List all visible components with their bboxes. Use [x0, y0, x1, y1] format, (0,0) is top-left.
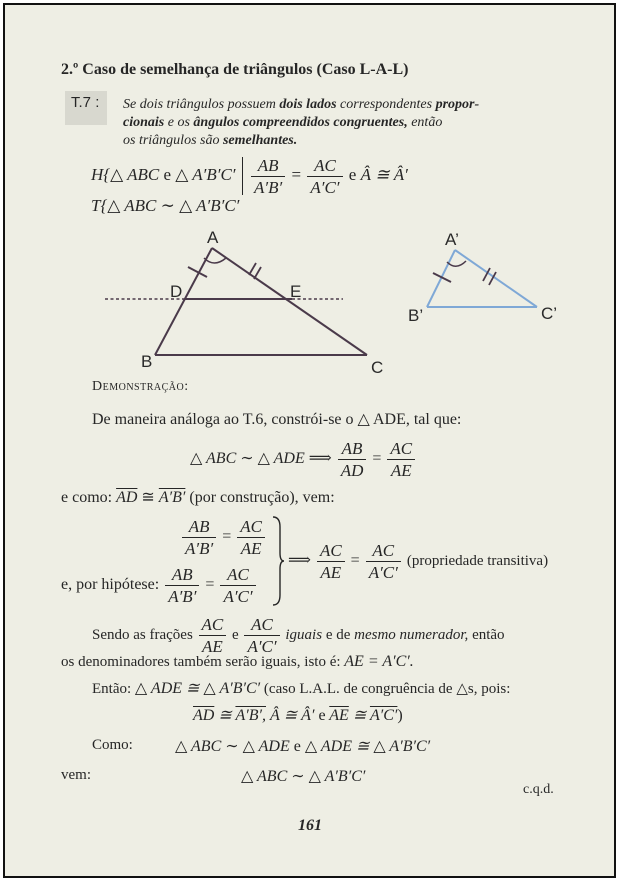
label-b-prime: B’	[408, 306, 424, 325]
hyp-e: e	[163, 165, 171, 184]
vem-label	[61, 767, 91, 784]
sys-r2-eq: =	[205, 576, 215, 593]
t-l1c: correspondentes	[336, 97, 436, 112]
label-e: E	[290, 282, 302, 301]
como-seg2: A′B′	[158, 489, 186, 506]
sendo-line2-eq: AE = A′C′.	[344, 653, 414, 670]
como-line	[61, 487, 335, 507]
cl-s1: $\overline{AD}$	[193, 707, 215, 724]
como2-a: △ ABC ∼ △ ADE	[175, 738, 290, 755]
hyp-angles: Â ≅ Â′	[360, 165, 408, 184]
como2-eq	[175, 736, 430, 756]
como-seg1: $\overline{AD}$	[116, 489, 138, 506]
sys-res-frac-1	[317, 542, 345, 581]
sys-implies: ⟹	[288, 552, 311, 569]
cl-s4: A′C′	[369, 707, 398, 724]
sys-r1-n1: AB	[182, 518, 216, 538]
hyp-eq: =	[291, 165, 302, 184]
eq1-num1: AB	[338, 440, 367, 460]
sendo-d1: AE	[202, 637, 223, 657]
hyp-t1: △ ABC	[110, 165, 160, 184]
entao-a: Então:	[92, 681, 132, 697]
hyp-f2-den: A′C′	[310, 177, 340, 197]
entao-line	[92, 678, 510, 698]
tick-ae-1	[249, 263, 256, 275]
book-page	[3, 3, 616, 878]
label-b: B	[141, 352, 153, 371]
cqd	[523, 782, 554, 798]
cl-ang: Â ≅ Â′	[270, 707, 315, 724]
page-number-text: 161	[298, 817, 322, 834]
como-suffix: (por construção), vem:	[189, 489, 335, 506]
sys-r2-d2: A′C′	[223, 586, 253, 606]
sendo-iguais: iguais	[285, 627, 323, 643]
side-a1c1	[455, 250, 537, 307]
eq1-den1: AD	[340, 460, 364, 480]
eq1-left: △ ABC ∼ △ ADE ⟹	[190, 450, 332, 467]
sys-r2-d1: A′B′	[168, 586, 197, 606]
thesis-text: T{△ ABC ∼ △ A′B′C′	[91, 196, 240, 215]
sys-r2-frac-1	[165, 566, 199, 605]
cqd-text: c.q.d.	[523, 782, 554, 797]
demo-label-text: Demonstração:	[92, 379, 189, 394]
entao-c: (caso L.A.L. de congruência de △s, pois:	[263, 681, 511, 697]
sendo-e: e	[232, 627, 239, 643]
t-l1d: propor-	[435, 97, 480, 112]
como-prefix: e como:	[61, 489, 113, 506]
congruence-line	[193, 705, 403, 725]
demo-paragraph-1	[92, 409, 461, 429]
hyp-prefix: H{	[91, 165, 111, 184]
hyp-e2: e	[348, 165, 357, 184]
sendo-frac-1	[199, 616, 227, 655]
sendo-frac-2	[244, 616, 279, 655]
side-ab	[155, 248, 212, 355]
tick-ae-2	[254, 267, 261, 279]
hyp-t2: △ A′B′C′	[175, 165, 236, 184]
t-l2a: cionais	[123, 115, 165, 130]
page-number	[298, 817, 322, 835]
brace-path	[273, 517, 284, 605]
system-row-1	[180, 515, 267, 559]
system-result	[288, 539, 548, 583]
eq1-eq: =	[372, 450, 382, 467]
eq1-num2: AC	[387, 440, 415, 460]
vem-eq	[241, 766, 365, 786]
label-c-prime: C’	[541, 304, 558, 323]
hyp-f2-num: AC	[307, 157, 342, 177]
sys-res-eq: =	[350, 552, 360, 569]
sys-res-frac-2	[366, 542, 401, 581]
system-brace	[271, 515, 285, 607]
triangle-figure	[5, 5, 614, 385]
sendo-a: Sendo as frações	[92, 627, 193, 643]
sendo-line-1	[92, 613, 505, 657]
t-l2d: então	[407, 115, 443, 130]
como2-b: △ ADE ≅ △ A′B′C′	[304, 738, 431, 755]
sys-res-d1: AE	[320, 562, 342, 582]
cl-close: )	[397, 707, 403, 724]
hyp-f1-den: A′B′	[254, 177, 283, 197]
cl-c1: ≅	[218, 707, 232, 724]
label-d: D	[170, 282, 183, 301]
sys-r1-eq: =	[222, 528, 232, 545]
t-l2b: e os	[164, 115, 194, 130]
system-row-2	[61, 563, 258, 607]
sendo-d: então	[468, 627, 505, 643]
hyp-f1-num: AB	[251, 157, 285, 177]
theorem-label-text: T.7	[71, 94, 92, 111]
label-a-prime: A’	[445, 230, 459, 249]
cl-e: e	[318, 707, 326, 724]
cl-s2: A′B′,	[235, 707, 266, 724]
cl-c2: ≅	[352, 707, 367, 724]
sys-res-n1: AC	[317, 542, 345, 562]
sendo-line2-text: os denominadores também serão iguais, isto é:	[61, 654, 341, 670]
sendo-n1: AC	[199, 616, 227, 636]
sys-note: (propriedade transitiva)	[406, 553, 549, 569]
eq1-frac-1	[338, 440, 367, 479]
eq1-den2: AE	[390, 460, 412, 480]
como2-label-text: Como:	[92, 737, 133, 753]
sendo-n2: AC	[244, 616, 279, 636]
side-a1b1	[427, 250, 455, 307]
t-l2c: ângulos compreendidos congruentes,	[193, 115, 408, 130]
sys-r1-frac-2	[237, 518, 265, 557]
t-l1a: Se dois triângulos possuem	[123, 97, 280, 112]
sys-r2-n1: AB	[165, 566, 199, 586]
vem-eq-text: △ ABC ∼ △ A′B′C′	[241, 768, 366, 785]
equation-similarity	[190, 437, 417, 481]
sys-r2-n2: AC	[220, 566, 255, 586]
side-ac	[212, 248, 367, 355]
sendo-d2: A′C′	[247, 637, 277, 657]
como-cong: ≅	[141, 489, 155, 506]
t-l3a: os triângulos são	[123, 133, 223, 148]
sendo-mesmo: mesmo numerador,	[354, 627, 469, 643]
sendo-b: e de	[322, 627, 355, 643]
label-c: C	[371, 358, 384, 377]
label-a: A	[207, 228, 219, 247]
sys-res-n2: AC	[366, 542, 401, 562]
p1-text: De maneira análoga ao T.6, constrói-se o △ ADE, tal que:	[92, 411, 462, 428]
theorem-sep: :	[95, 94, 100, 111]
como2-e: e	[293, 738, 301, 755]
heading-text: 2.º Caso de semelhança de triângulos (Caso L-A-L)	[61, 61, 409, 78]
eq1-frac-2	[387, 440, 415, 479]
sys-r1-d1: A′B′	[185, 538, 214, 558]
entao-b: △ ADE ≅ △ A′B′C′	[134, 680, 261, 697]
sys-r2-prefix: e, por hipótese:	[61, 576, 160, 593]
big-triangle	[155, 248, 367, 355]
vem-label-text: vem:	[61, 767, 91, 783]
cl-s3: $\overline{AE}$	[329, 707, 349, 724]
sys-r1-frac-1	[182, 518, 216, 557]
como2-label	[92, 737, 133, 754]
sys-r1-n2: AC	[237, 518, 265, 538]
demo-label	[92, 379, 189, 395]
t-l1b: dois lados	[279, 97, 337, 112]
sys-res-d2: A′C′	[368, 562, 398, 582]
t-l3b: semelhantes.	[222, 133, 298, 148]
sys-r1-d2: AE	[240, 538, 262, 558]
sendo-line-2	[61, 653, 414, 671]
sys-r2-frac-2	[220, 566, 255, 605]
